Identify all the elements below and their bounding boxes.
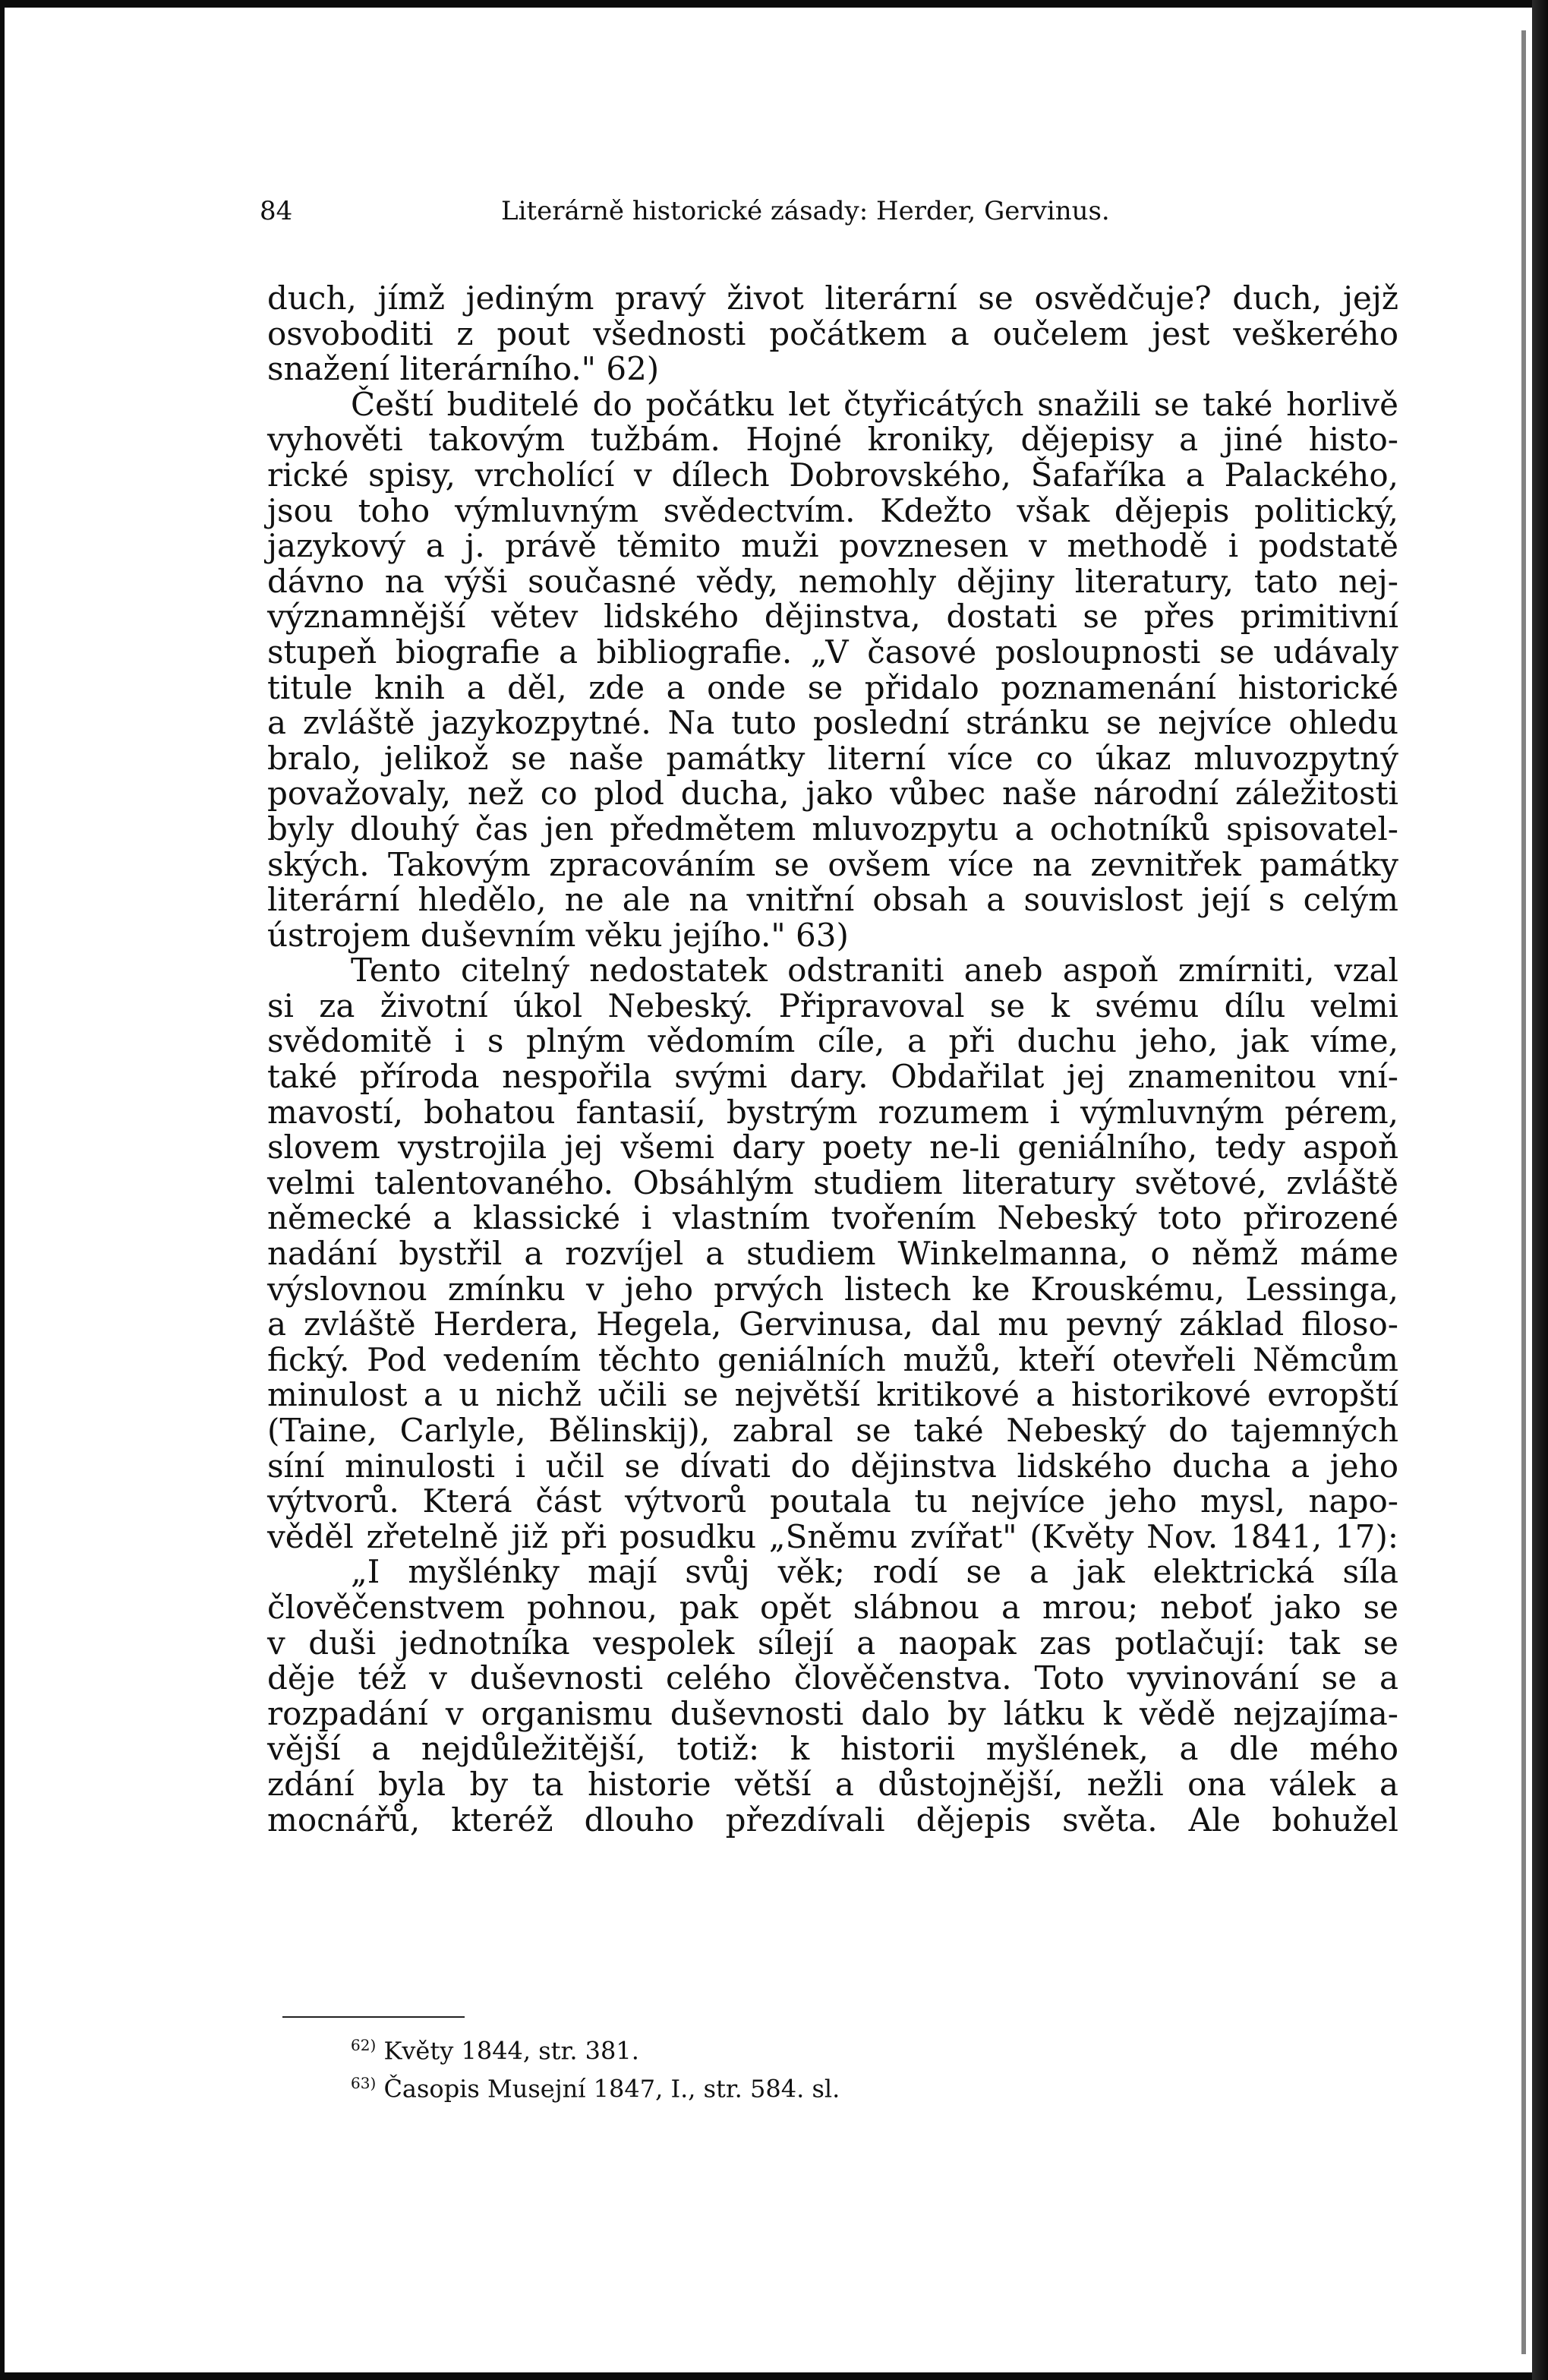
text-line: bralo, jelikož se naše památky literní více co úkaz mluvozpytný [267, 739, 1398, 777]
text-line: a zvláště jazykozpytné. Na tuto poslední stránku se nejvíce ohledu [267, 704, 1398, 742]
text-line: si za životní úkol Nebeský. Připravoval se k svému dílu velmi [267, 986, 1398, 1024]
text-line: literární hledělo, ne ale na vnitřní obsah a souvislost její s celým [267, 881, 1398, 919]
text-line: vyhověti takovým tužbám. Hojné kroniky, dějepisy a jiné histo- [267, 421, 1398, 459]
footnote-62 [351, 2029, 1110, 2067]
text-line: fický. Pod vedením těchto geniálních mužů, kteří otevřeli Němcům [267, 1340, 1398, 1378]
text-line: německé a klassické i vlastním tvořením Nebeský toto přirozené [267, 1199, 1398, 1237]
text-line: děje též v duševnosti celého člověčenstva. Toto vyvinování se a [267, 1659, 1398, 1697]
text-line: nadání bystřil a rozvíjel a studiem Winkelmanna, o němž máme [267, 1235, 1398, 1273]
footnote-mark: 63) [351, 2073, 377, 2092]
text-line: zdání byla by ta historie větší a důstojnější, nežli ona válek a [267, 1765, 1398, 1803]
text-line: slovem vystrojila jej všemi dary poety ne-li geniálního, tedy aspoň [267, 1128, 1398, 1166]
footnote-text: Časopis Musejní 1847, I., str. 584. sl. [383, 2074, 840, 2104]
text-line: ských. Takovým zpracováním se ovšem více na zevnitřek památky [267, 845, 1398, 883]
footnote-rule [282, 2016, 465, 2018]
text-line: byly dlouhý čas jen předmětem mluvozpytu a ochotníků spisovatel- [267, 810, 1398, 848]
footnote-text: Květy 1844, str. 381. [383, 2036, 639, 2066]
text-line: duch, jímž jediným pravý život literární se osvědčuje? duch, jejž [267, 279, 1398, 317]
text-line: osvoboditi z pout všednosti počátkem a oučelem jest veškerého [267, 314, 1398, 352]
paragraph-start-line: Tento citelný nedostatek odstraniti aneb aspoň zmírniti, vzal [351, 952, 1398, 990]
text-line: minulost a u nichž učili se největší kritikové a historikové evropští [267, 1376, 1398, 1414]
body-text [267, 281, 1398, 1838]
text-line: svědomitě i s plným vědomím cíle, a při duchu jeho, jak víme, [267, 1022, 1398, 1060]
text-line: (Taine, Carlyle, Bělinskij), zabral se také Nebeský do tajemných [267, 1412, 1398, 1449]
text-line: dávno na výši současné vědy, nemohly dějiny literatury, tato nej- [267, 562, 1398, 600]
scan-edge [1532, 0, 1548, 2380]
text-line: mavostí, bohatou fantasií, bystrým rozumem i výmluvným pérem, [267, 1093, 1398, 1131]
footnotes [351, 2029, 1110, 2104]
text-line: velmi talentovaného. Obsáhlým studiem literatury světové, zvláště [267, 1163, 1398, 1201]
text-line: jsou toho výmluvným svědectvím. Kdežto však dějepis politický, [267, 491, 1398, 529]
text-line: titule knih a děl, zde a onde se přidalo poznamenání historické [267, 668, 1398, 706]
text-line: snažení literárního." 62) [267, 350, 660, 388]
text-line: rické spisy, vrcholící v dílech Dobrovského, Šafaříka a Palackého, [267, 456, 1398, 494]
text-line: stupeň biografie a bibliografie. „V časové posloupnosti se udávaly [267, 633, 1398, 671]
page-number: 84 [260, 196, 293, 226]
text-line: věděl zřetelně již při posudku „Sněmu zvířat" (Květy Nov. 1841, 17): [267, 1517, 1398, 1555]
text-line: člověčenstvem pohnou, pak opět slábnou a mrou; neboť jako se [267, 1588, 1398, 1626]
text-line: rozpadání v organismu duševnosti dalo by látku k vědě nejzajíma- [267, 1694, 1398, 1732]
text-line: v duši jednotníka vespolek sílejí a naopak zas potlačují: tak se [267, 1624, 1398, 1662]
text-line: výtvorů. Která část výtvorů poutala tu nejvíce jeho mysl, napo- [267, 1482, 1398, 1520]
quote-start-line: „I myšlénky mají svůj věk; rodí se a jak elektrická síla [351, 1553, 1398, 1591]
text-line: jazykový a j. právě těmito muži povznesen v methodě i podstatě [267, 527, 1398, 565]
footnote-mark: 62) [351, 2036, 377, 2054]
footnote-63 [351, 2067, 1110, 2105]
text-line: mocnářů, kteréž dlouho přezdívali dějepis světa. Ale bohužel [267, 1801, 1398, 1839]
paragraph-start-line: Čeští buditelé do počátku let čtyřicátých snažili se také horlivě [351, 385, 1398, 423]
text-line: považovaly, než co plod ducha, jako vůbec naše národní záležitosti [267, 775, 1398, 813]
text-line: výslovnou zmínku v jeho prvých listech ke Krouskému, Lessinga, [267, 1270, 1398, 1308]
text-line: síní minulosti i učil se dívati do dějinstva lidského ducha a jeho [267, 1447, 1398, 1485]
text-line: vější a nejdůležitější, totiž: k historii myšlének, a dle mého [267, 1730, 1398, 1768]
text-line: významnější větev lidského dějinstva, dostati se přes primitivní [267, 598, 1398, 636]
running-title: Literárně historické zásady: Herder, Gervinus. [501, 196, 1110, 226]
text-line: a zvláště Herdera, Hegela, Gervinusa, dal mu pevný základ filoso- [267, 1305, 1398, 1343]
page-spine-shadow [1521, 30, 1526, 2354]
text-line: také příroda nespořila svými dary. Obdařilat jej znamenitou vní- [267, 1058, 1398, 1096]
text-line: ústrojem duševním věku jejího." 63) [267, 916, 849, 954]
